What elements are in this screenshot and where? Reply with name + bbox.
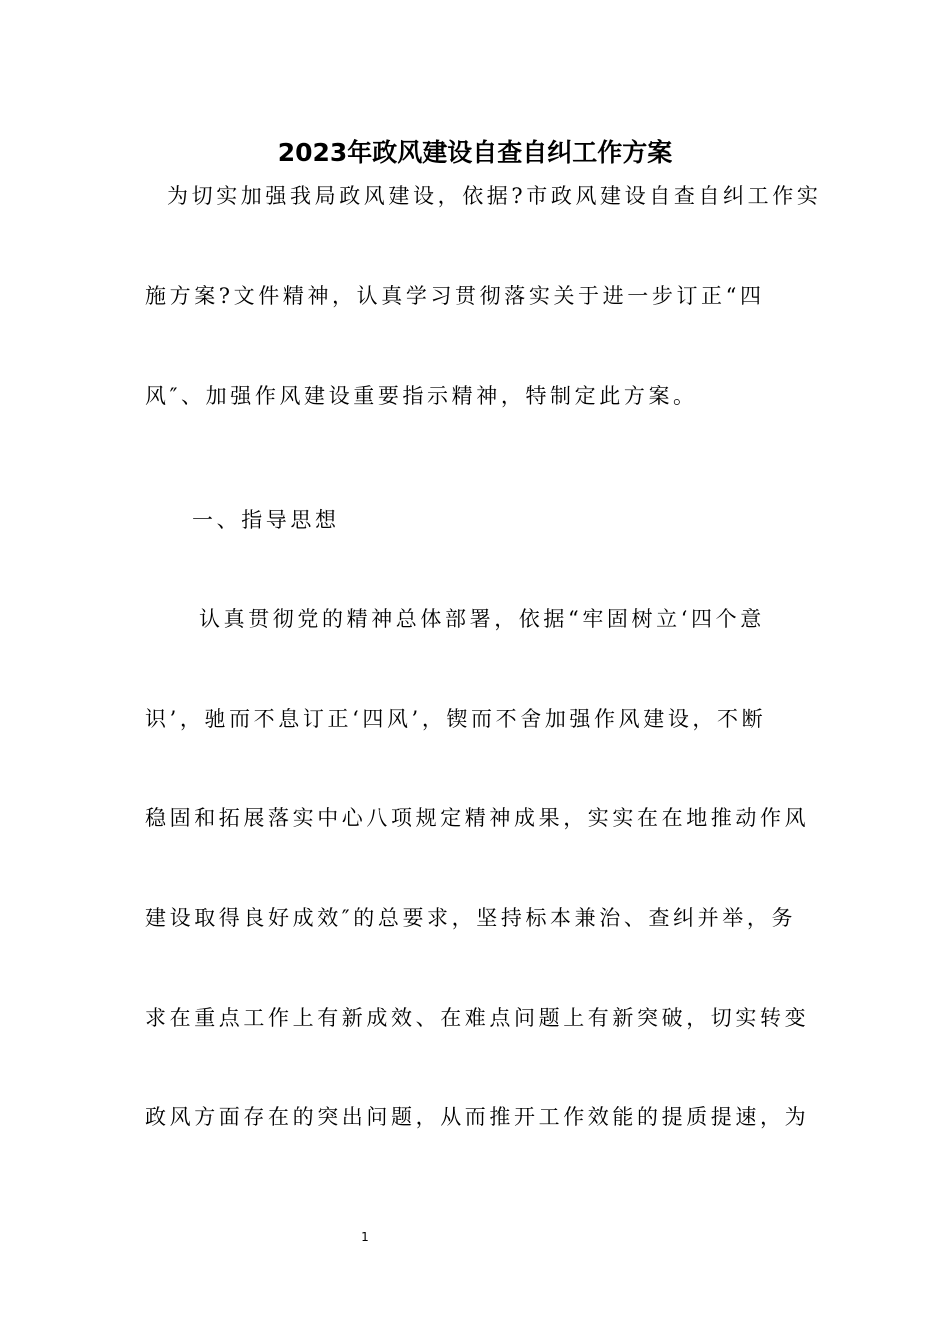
paragraph-line: 认真贯彻党的精神总体部署，依据“牢固树立‘四个意 (199, 607, 765, 631)
paragraph-line: 施方案?文件精神，认真学习贯彻落实关于进一步订正“四 (145, 284, 765, 308)
paragraph-line: 风″、加强作风建设重要指示精神，特制定此方案。 (145, 384, 698, 408)
paragraph-line: 政风方面存在的突出问题，从而推开工作效能的提质提速，为 (145, 1105, 810, 1129)
paragraph-line: 建设取得良好成效″的总要求，坚持标本兼治、查纠并举，务 (145, 906, 797, 930)
paragraph-line: 求在重点工作上有新成效、在难点问题上有新突破，切实转变 (145, 1006, 810, 1030)
paragraph-line: 稳固和拓展落实中心八项规定精神成果，实实在在地推动作风 (145, 806, 810, 830)
document-title: 2023年政风建设自查自纠工作方案 (277, 138, 673, 167)
section-heading: 一、指导思想 (192, 508, 340, 532)
paragraph-line: 为切实加强我局政风建设，依据?市政风建设自查自纠工作实 (167, 184, 822, 208)
page-number: 1 (361, 1230, 369, 1244)
paragraph-line: 识’，驰而不息订正‘四风’，锲而不舍加强作风建设，不断 (145, 707, 767, 731)
